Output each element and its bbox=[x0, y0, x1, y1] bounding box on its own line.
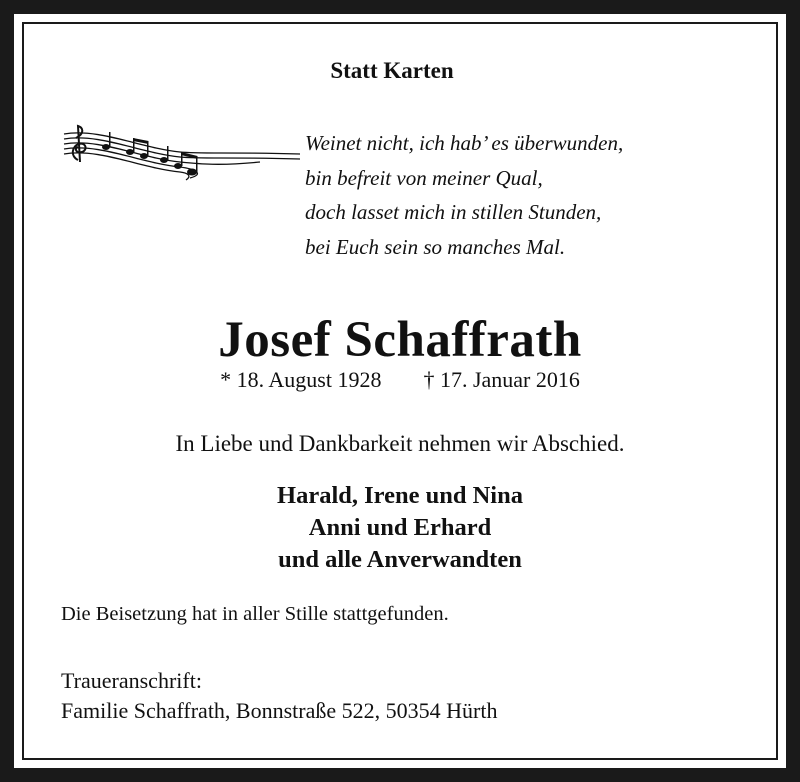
poem-line: Weinet nicht, ich hab’ es überwunden, bbox=[305, 131, 624, 155]
life-dates bbox=[0, 367, 800, 393]
deceased-name: Josef Schaffrath bbox=[218, 312, 582, 368]
music-notes-icon bbox=[60, 122, 300, 184]
address-label: Traueranschrift: bbox=[61, 668, 202, 693]
mourners bbox=[0, 480, 800, 576]
address-line: Familie Schaffrath, Bonnstraße 522, 50354 Hürth bbox=[61, 698, 498, 723]
death-date: † 17. Januar 2016 bbox=[423, 367, 580, 392]
burial-note: Die Beisetzung hat in aller Stille stattgefunden. bbox=[61, 603, 449, 625]
birth-date: * 18. August 1928 bbox=[220, 367, 382, 392]
mourner-line: Anni und Erhard bbox=[308, 514, 492, 541]
header-title: Statt Karten bbox=[330, 58, 454, 83]
mourner-line: und alle Anverwandten bbox=[278, 546, 522, 573]
poem bbox=[305, 126, 623, 264]
farewell-text: In Liebe und Dankbarkeit nehmen wir Abschied. bbox=[175, 431, 625, 456]
mourner-line: Harald, Irene und Nina bbox=[277, 482, 523, 509]
poem-line: doch lasset mich in stillen Stunden, bbox=[305, 200, 602, 224]
poem-line: bei Euch sein so manches Mal. bbox=[305, 234, 566, 259]
poem-line: bin befreit von meiner Qual, bbox=[305, 165, 543, 190]
header bbox=[0, 58, 800, 84]
